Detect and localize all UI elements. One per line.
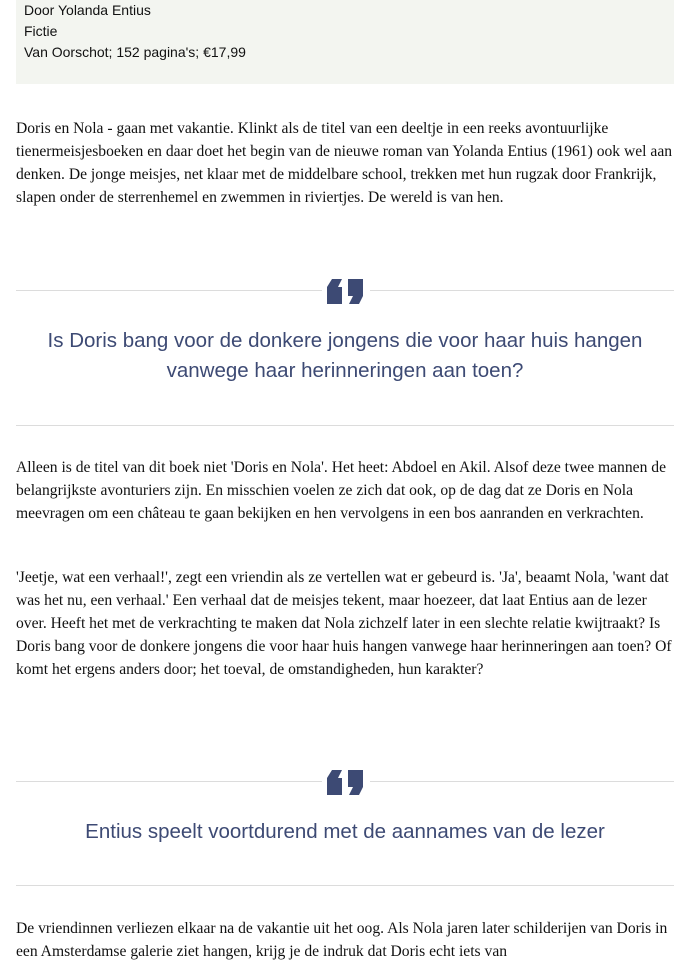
book-info-box [16,0,674,84]
quote-icon [322,768,370,796]
paragraph-4: De vriendinnen verliezen elkaar na de vakantie uit het oog. Als Nola jaren later schilderijen van Doris in een Amsterdamse galerie ziet hangen, krijg je de indruk dat Doris echt iets van [16,920,668,960]
quote-icon [322,277,370,305]
divider [16,425,674,426]
paragraph-1: Doris en Nola - gaan met vakantie. Klinkt als de titel van een deeltje in een reeks avontuurlijke tienermeisjesboeken en daar doet het begin van de nieuwe roman van Yolanda Entius (1961) ook wel aan denken. De jonge meisjes, net klaar met de middelbare school, trekken met hun rugzak door Frankrijk, slapen onder de sterrenhemel en zwemmen in riviertjes. De wereld is van hen. [16,120,673,206]
paragraph-3: 'Jeetje, wat een verhaal!', zegt een vriendin als ze vertellen wat er gebeurd is. 'Ja', beaamt Nola, 'want dat was het nu, een verhaal.' Een verhaal dat de meisjes tekent, maar hoezeer, dat laat Entius aan de lezer over. Heeft het met de verkrachting te maken dat Nola zichzelf later in een slechte relatie kwijtraakt? Is Doris bang voor de donkere jongens die voor haar huis hangen vanwege haar herinneringen aan toen? Of komt het ergens anders door; het toeval, de omstandigheden, hun karakter? [16,569,672,678]
book-genre: Fictie [24,23,58,39]
divider [16,885,674,886]
pull-quote-2: Entius speelt voortdurend met de aannames van de lezer [85,820,605,843]
paragraph-2: Alleen is de titel van dit boek niet 'Doris en Nola'. Het heet: Abdoel en Akil. Alsof deze twee mannen de belangrijkste avonturiers zijn. En misschien voelen ze zich dat ook, op de dag dat ze Doris en Nola meevragen om een château te gaan bekijken en hen vervolgens in een bos aanranden en verkrachten. [16,459,666,522]
book-publisher: Van Oorschot; 152 pagina's; €17,99 [24,44,246,60]
book-author: Door Yolanda Entius [24,2,151,18]
pull-quote-1: Is Doris bang voor de donkere jongens die voor haar huis hangen vanwege haar herinneringen aan toen? [47,329,643,382]
